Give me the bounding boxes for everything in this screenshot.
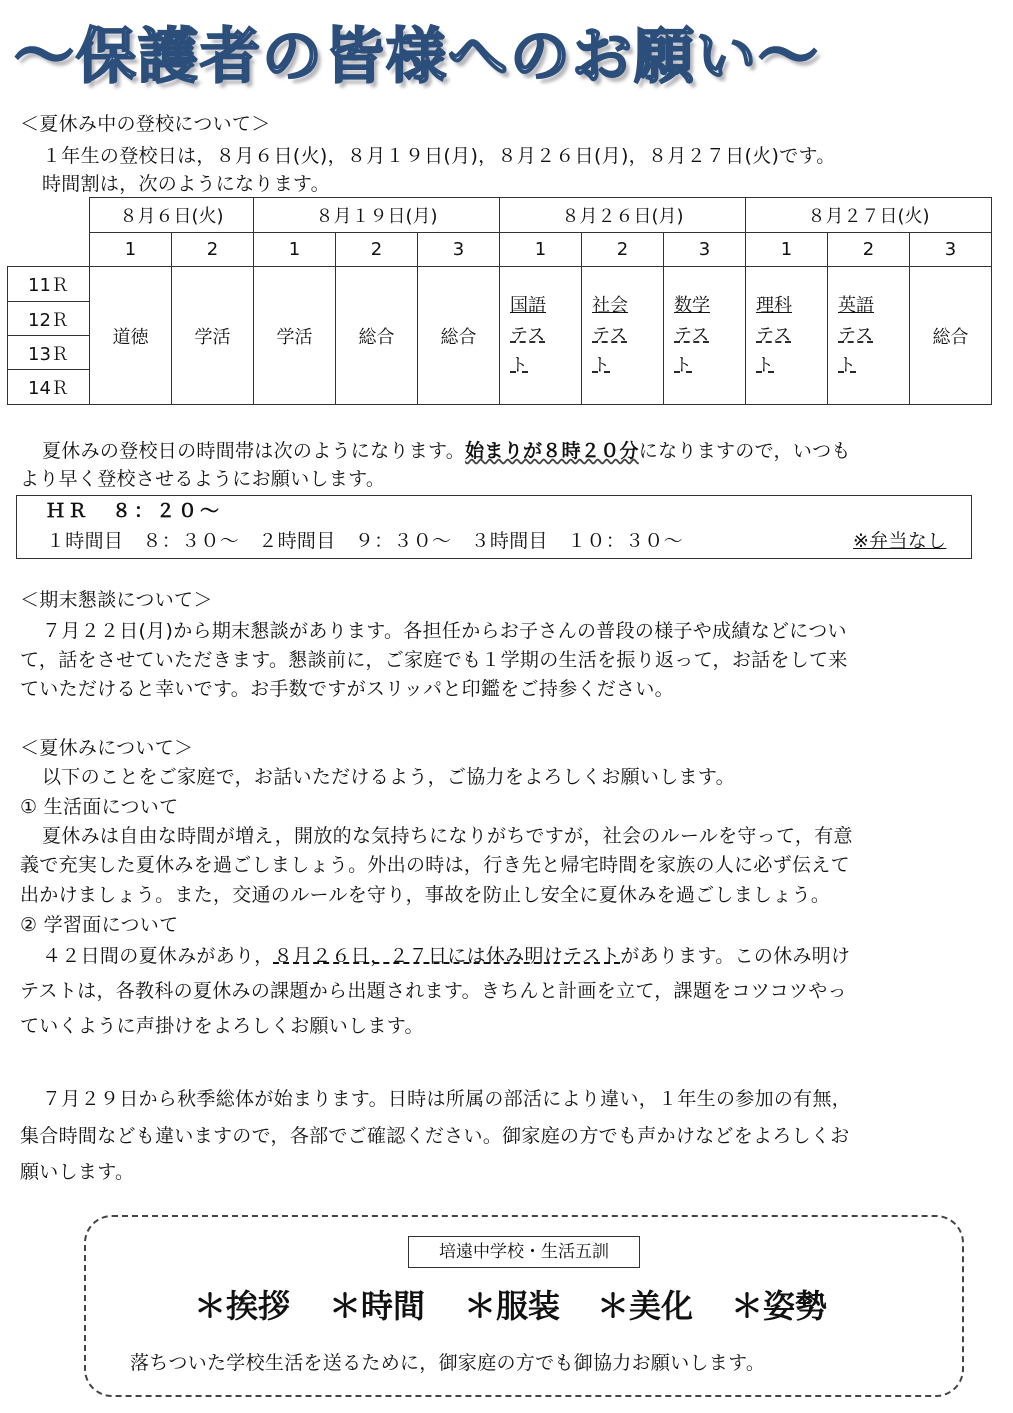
no-lunch-note: ※弁当なし [853, 530, 947, 552]
period-header: 2 [336, 233, 418, 267]
school-days-text: １年生の登校日は，８月６日(火)，８月１９日(月)，８月２６日(月)，８月２７日(火)です。 [42, 145, 836, 167]
test-subject: 英語 [838, 294, 875, 316]
tournament-text: 願いします。 [20, 1161, 135, 1183]
life-text: 出かけましょう。また，交通のルールを守り，事故を防止し安全に夏休みを過ごしましょう。 [20, 884, 831, 906]
page-title: 〜保護者の皆様へのお願い〜 [14, 22, 820, 92]
period-header: 1 [500, 233, 582, 267]
class-label: 12Ｒ [8, 302, 90, 336]
empty-corner [8, 198, 90, 233]
subject-cell: 道徳 [90, 267, 172, 405]
test-subject: 国語 [510, 294, 547, 316]
test-label: テス [592, 324, 628, 346]
rules-footer: 落ちついた学校生活を送るために，御家庭の方でも御協力お願いします。 [130, 1352, 766, 1374]
test-cell-social [582, 267, 664, 405]
tournament-text: 集合時間なども違いますので，各部でご確認ください。御家庭の方でも声かけなどをよろしくお [20, 1125, 850, 1147]
life-heading: ① 生活面について [20, 796, 179, 818]
schedule-text-line2: より早く登校させるようにお願いします。 [20, 468, 386, 490]
period-header: 1 [746, 233, 828, 267]
period-header: 2 [828, 233, 910, 267]
empty-corner [8, 233, 90, 267]
test-subject: 理科 [756, 294, 793, 316]
conference-text: ７月２２日(月)から期末懇談があります。各担任からお子さんの普段の様子や成績などについ [42, 620, 847, 642]
heading-summer-vacation: ＜夏休みについて＞ [20, 737, 194, 759]
class-label: 13Ｒ [8, 336, 90, 370]
heading-conferences: ＜期末懇談について＞ [20, 589, 213, 611]
study-text-part: があります。この休み明け [620, 945, 851, 967]
class-label: 14Ｒ [8, 370, 90, 405]
date-header: ８月６日(火) [90, 198, 254, 233]
heading-summer-school-days: ＜夏休み中の登校について＞ [20, 113, 271, 135]
period-header: 3 [664, 233, 746, 267]
period-header: 2 [582, 233, 664, 267]
test-subject: 社会 [592, 294, 629, 316]
test-label: ト [592, 354, 611, 376]
test-label: ト [756, 354, 775, 376]
test-cell-japanese [500, 267, 582, 405]
test-label: ト [838, 354, 857, 376]
conference-text: て，話をさせていただきます。懇談前に，ご家庭でも１学期の生活を振り返って，お話をして来 [20, 649, 848, 671]
timetable [7, 197, 992, 405]
test-cell-math [664, 267, 746, 405]
test-label: テス [510, 324, 546, 346]
test-label: ト [674, 354, 693, 376]
rule-cleanliness: ＊美化 [597, 1287, 694, 1325]
test-cell-science [746, 267, 828, 405]
date-header: ８月２７日(火) [746, 198, 992, 233]
rule-dress: ＊服装 [464, 1287, 561, 1325]
rule-posture: ＊姿勢 [731, 1287, 828, 1325]
period-header: 3 [910, 233, 992, 267]
schedule-paragraph [42, 437, 851, 465]
study-text: ていくように声掛けをよろしくお願いします。 [20, 1015, 424, 1037]
period-header: 2 [172, 233, 254, 267]
study-text-part: ４２日間の夏休みがあり， [42, 945, 274, 967]
period-times: １時間目 ８：３０〜 ２時間目 ９：３０〜 ３時間目 １０：３０〜 [46, 530, 683, 552]
subject-cell: 学活 [172, 267, 254, 405]
subject-cell: 学活 [254, 267, 336, 405]
subject-cell: 総合 [910, 267, 992, 405]
conference-text: ていただけると幸いです。お手数ですがスリッパと印鑑をご持参ください。 [20, 678, 674, 700]
period-header: 3 [418, 233, 500, 267]
test-label: テス [756, 324, 792, 346]
rule-greeting: ＊挨拶 [194, 1287, 291, 1325]
timetable-intro: 時間割は，次のようになります。 [42, 173, 330, 195]
start-time-emphasis: 始まりが８時２０分 [465, 440, 639, 462]
subject-cell: 総合 [336, 267, 418, 405]
schedule-text: になりますので，いつも [638, 440, 851, 462]
test-label: ト [510, 354, 529, 376]
vacation-intro: 以下のことをご家庭で，お話いただけるよう，ご協力をよろしくお願いします。 [42, 766, 735, 788]
rule-time: ＊時間 [329, 1287, 426, 1325]
school-rules-title: 培遠中学校・生活五訓 [408, 1236, 640, 1268]
schedule-text: 夏休みの登校日の時間帯は次のようになります。 [42, 440, 466, 462]
date-header: ８月２６日(月) [500, 198, 746, 233]
life-text: 義で充実した夏休みを過ごしましょう。外出の時は，行き先と帰宅時間を家族の人に必ず伝えて [20, 854, 850, 876]
study-text [42, 942, 850, 970]
subject-cell: 総合 [418, 267, 500, 405]
class-label: 11Ｒ [8, 267, 90, 302]
life-text: 夏休みは自由な時間が増え，開放的な気持ちになりがちですが，社会のルールを守って，有意 [42, 825, 853, 847]
test-label: テス [674, 324, 710, 346]
date-header: ８月１９日(月) [254, 198, 500, 233]
test-cell-english [828, 267, 910, 405]
study-text: テストは，各教科の夏休みの課題から出題されます。きちんと計画を立て，課題をコツコツやっ [20, 980, 847, 1002]
test-date-emphasis: ８月２６日，２７日には休み明けテスト [273, 945, 621, 967]
period-header: 1 [254, 233, 336, 267]
hr-time: ＨＲ ８：２０〜 [46, 500, 223, 522]
period-header: 1 [90, 233, 172, 267]
tournament-text: ７月２９日から秋季総体が始まります。日時は所属の部活により違い，１年生の参加の有無， [42, 1088, 852, 1110]
test-subject: 数学 [674, 294, 711, 316]
test-label: テス [838, 324, 874, 346]
study-heading: ② 学習面について [20, 914, 179, 936]
